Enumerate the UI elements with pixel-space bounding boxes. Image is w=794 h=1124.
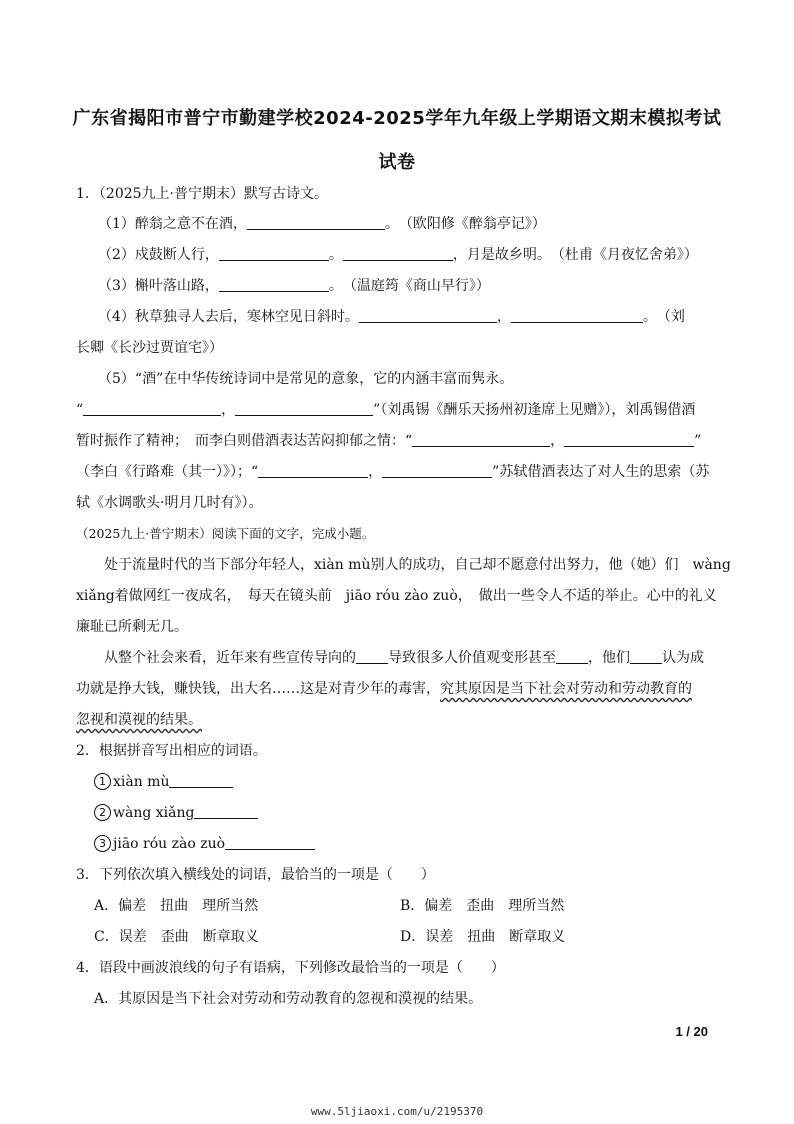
q1-stem: 1．（2025九上·普宁期末）默写古诗文。: [76, 186, 328, 202]
answer-blank[interactable]: [343, 245, 453, 261]
q2-item-2: 2 wàng xiǎng: [94, 803, 706, 825]
q4-option-a[interactable]: A．其原因是当下社会对劳动和劳动教育的忽视和漠视的结果。: [94, 991, 483, 1007]
q2-stem: 2．根据拼音写出相应的词语。: [76, 743, 267, 759]
footer-watermark-url: www.5ljiaoxi.com/u/2195370: [310, 1105, 484, 1118]
answer-blank[interactable]: [83, 400, 221, 416]
passage-intro: （2025九上·普宁期末）阅读下面的文字，完成小题。: [76, 526, 375, 541]
q1-item-5-line4: （李白《行路难（其一）》）；“ ， ”苏轼借酒表达了对人生的思索（苏: [76, 464, 710, 480]
q3-option-a[interactable]: A．偏差 扭曲 理所当然: [94, 898, 259, 914]
q1-item-4: （4）秋草独寻人去后，寒林空见日斜时。 ， 。 （刘: [98, 309, 685, 325]
q1-item-5-line2: “ ， ”（刘禹锡《酬乐天扬州初逢席上见赠》），刘禹锡借酒: [76, 402, 696, 418]
circled-number: 2: [94, 804, 111, 821]
answer-blank[interactable]: [412, 431, 550, 447]
q1-item-5-line3: 暂时振作了精神； 而李白则借酒表达苦闷抑郁之情：“ ， ”: [76, 433, 702, 449]
answer-blank[interactable]: [564, 431, 694, 447]
q3-option-c[interactable]: C．误差 歪曲 断章取义: [94, 929, 259, 945]
q1-item-1: （1）醉翁之意不在酒， 。 （欧阳修《醉翁亭记》）: [98, 216, 546, 232]
passage-p2-line1: 从整个社会来看，近年来有些宣传导向的 导致很多人价值观变形甚至 ，他们 认为成: [104, 650, 704, 666]
answer-blank[interactable]: [511, 307, 643, 323]
wavy-underlined-sentence-end: 忽视和漠视的结果。: [76, 712, 202, 728]
circled-number: 1: [94, 773, 111, 790]
exam-title-line1: 广东省揭阳市普宁市勤建学校2024-2025学年九年级上学期语文期末模拟考试: [72, 108, 722, 129]
q3-option-b[interactable]: B．偏差 歪曲 理所当然: [400, 898, 565, 914]
answer-blank[interactable]: [556, 648, 588, 664]
passage-p2-line2: 功就是挣大钱，赚快钱，出大名……这是对青少年的毒害，究其原因是当下社会对劳动和劳动教育的: [76, 681, 692, 697]
circled-number: 3: [94, 835, 111, 852]
page-number: 1 / 20: [675, 1024, 708, 1039]
answer-blank[interactable]: [247, 214, 385, 230]
exam-title-line2: 试卷: [378, 152, 416, 173]
q3-option-d[interactable]: D．误差 扭曲 断章取义: [400, 929, 566, 945]
q1-item-2: （2）戍鼓断人行， 。 ，月是故乡明。 （杜甫《月夜忆舍弟》）: [98, 247, 698, 263]
q4-stem: 4．语段中画波浪线的句子有语病，下列修改最恰当的一项是（ ）: [76, 960, 505, 976]
passage-p1-line3: 廉耻已所剩无几。: [76, 619, 188, 635]
answer-blank[interactable]: [194, 803, 258, 819]
answer-blank[interactable]: [630, 648, 662, 664]
q1-item-4-cont: 长卿《长沙过贾谊宅》）: [76, 340, 223, 356]
q3-stem: 3．下列依次填入横线处的词语，最恰当的一项是（ ）: [76, 867, 435, 883]
answer-blank[interactable]: [219, 276, 329, 292]
answer-blank[interactable]: [225, 834, 315, 850]
answer-blank[interactable]: [382, 462, 492, 478]
answer-blank[interactable]: [356, 648, 388, 664]
q1-item-3: （3）槲叶落山路， 。 （温庭筠《商山早行》）: [98, 278, 490, 294]
q2-item-1: 1 xiàn mù: [94, 772, 706, 794]
q2-item-3: 3 jiāo róu zào zuò: [94, 834, 706, 856]
passage-p1-line2: xiǎng着做网红一夜成名， 每天在镜头前 jiāo róu zào zuò， 做出一些令人不适的举止。心中的礼义: [76, 588, 717, 604]
answer-blank[interactable]: [169, 772, 233, 788]
wavy-underlined-sentence: 究其原因是当下社会对劳动和劳动教育的: [440, 681, 692, 697]
answer-blank[interactable]: [359, 307, 497, 323]
passage-p1-line1: 处于流量时代的当下部分年轻人，xiàn mù别人的成功，自己却不愿意付出努力，他（她）们 wàng: [104, 557, 731, 573]
q1-item-5-line5: 轼《水调歌头·明月几时有》）。: [76, 495, 263, 511]
answer-blank[interactable]: [219, 245, 329, 261]
answer-blank[interactable]: [235, 400, 373, 416]
passage-p2-line3: [76, 710, 716, 732]
q1-item-5: （5）“酒”在中华传统诗词中是常见的意象，它的内涵丰富而隽永。: [98, 371, 514, 387]
answer-blank[interactable]: [258, 462, 368, 478]
